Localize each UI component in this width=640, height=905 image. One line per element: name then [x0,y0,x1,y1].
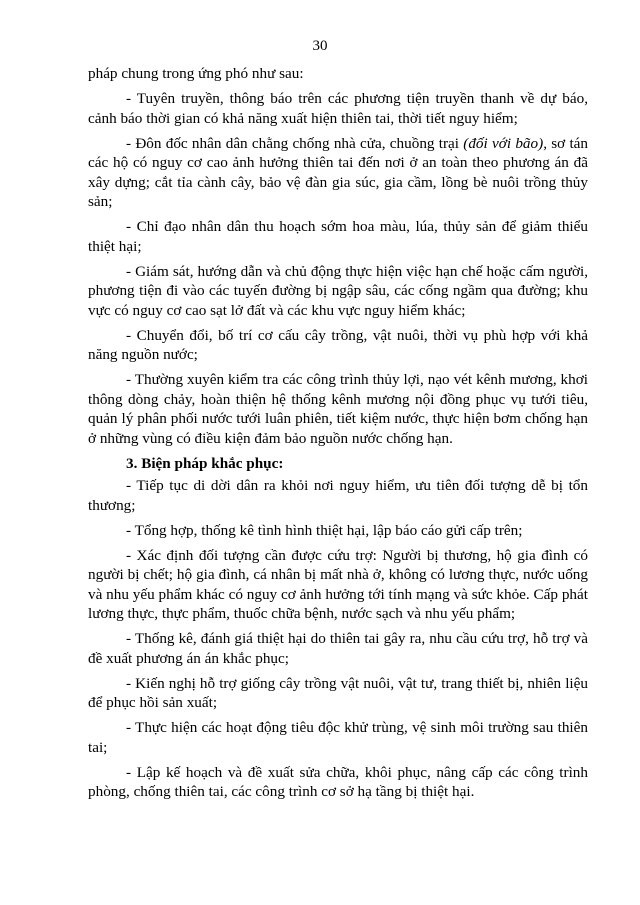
paragraph-crop-conversion: - Chuyển đổi, bố trí cơ cấu cây trồng, vật nuôi, thời vụ phù hợp với khả năng nguồn nước; [88,326,588,363]
paragraph-sanitation: - Thực hiện các hoạt động tiêu độc khử trùng, vệ sinh môi trường sau thiên tai; [88,719,588,756]
paragraph-damage-report: - Tổng hợp, thống kê tình hình thiệt hại, lập báo cáo gửi cấp trên; [126,521,523,539]
paragraph-text: - Đôn đốc nhân dân chằng chống nhà cửa, chuồng trại [126,134,464,152]
paragraph-reconstruction: - Lập kế hoạch và đề xuất sửa chữa, khôi phục, nâng cấp các công trình phòng, chống thiên tai, các công trình cơ sở hạ tầng bị thiệt hại. [88,763,588,800]
paragraph-supervision: - Giám sát, hướng dẫn và chủ động thực hiện việc hạn chế hoặc cấm người, phương tiện đi vào các tuyến đường bị ngập sâu, các cống ngầm qua đường; khu vực có nguy cơ cao sạt lở đất và các khu vực nguy hiểm khác; [88,262,588,319]
page-number: 30 [312,38,328,54]
paragraph-storm-preparation [88,134,588,212]
paragraph-relief-targets: - Xác định đối tượng cần được cứu trợ: Người bị thương, hộ gia đình có người bị chết; hộ gia đình, cá nhân bị mất nhà ở, không có lương thực, nước uống và nhu yếu phẩm khác có nguy cơ ảnh hưởng tới tính mạng và sức khỏe. Cấp phát lương thực, thực phẩm, thuốc chữa bệnh, nước sạch và nhu yếu phẩm; [88,546,588,622]
document-body [88,64,588,807]
paragraph-damage-assessment: - Thống kê, đánh giá thiệt hại do thiên tai gây ra, nhu cầu cứu trợ, hỗ trợ và đề xuất phương án án khắc phục; [88,630,588,667]
paragraph-irrigation: - Thường xuyên kiểm tra các công trình thủy lợi, nạo vét kênh mương, khơi thông dòng chảy, hoàn thiện hệ thống kênh mương nội đồng phục vụ tưới tiêu, quản lý phân phối nước tưới luân phiên, tiết kiệm nước, thực hiện bơm chống hạn ở những vùng có điều kiện đảm bảo nguồn nước chống hạn. [88,371,588,447]
paragraph-text: , sơ tán các hộ có nguy cơ cao ảnh hưởng thiên tai đến nơi ở an toàn theo phương án đã xây dựng; cắt tỉa cành cây, bảo vệ đàn gia súc, gia cầm, lồng bè nuôi trồng thủy sản; [88,134,589,210]
paragraph-continuation: pháp chung trong ứng phó như sau: [88,65,304,82]
paragraph-early-harvest: - Chỉ đạo nhân dân thu hoạch sớm hoa màu, lúa, thủy sản để giảm thiểu thiệt hại; [88,218,588,255]
paragraph-propaganda: - Tuyên truyền, thông báo trên các phương tiện truyền thanh về dự báo, cảnh báo thời gian có khả năng xuất hiện thiên tai, thời tiết nguy hiểm; [88,90,588,127]
paragraph-evacuation: - Tiếp tục di dời dân ra khỏi nơi nguy hiểm, ưu tiên đối tượng dễ bị tổn thương; [88,477,588,514]
section-heading: 3. Biện pháp khắc phục: [126,454,284,472]
paragraph-production-support: - Kiến nghị hỗ trợ giống cây trồng vật nuôi, vật tư, trang thiết bị, nhiên liệu để phục hồi sản xuất; [88,674,588,711]
italic-note: (đối với bão) [463,134,544,152]
